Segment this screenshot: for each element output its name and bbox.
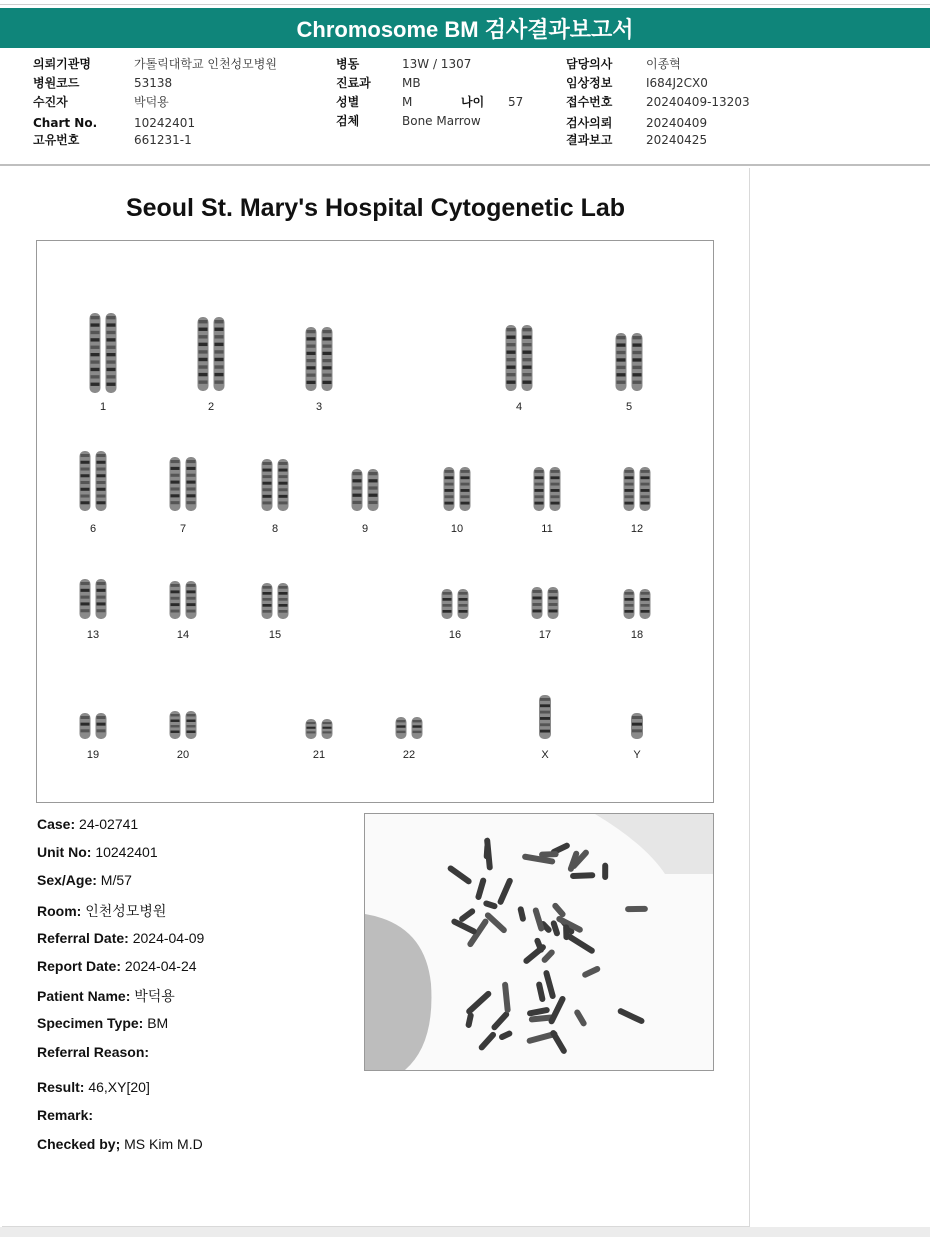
- result-date-label: 결과보고: [566, 133, 613, 147]
- chromosome-pair: [80, 579, 107, 619]
- result-date-value: 20240425: [646, 133, 708, 147]
- report-field: [37, 816, 138, 832]
- chromosome-label: 22: [402, 749, 416, 761]
- info-row: 고유번호: [33, 133, 80, 147]
- report-field-label: Referral Reason:: [37, 1044, 150, 1060]
- report-title-bar: [0, 8, 930, 48]
- report-field-label: Result:: [37, 1079, 85, 1095]
- report-field-label: Remark:: [37, 1107, 94, 1123]
- chromosome-label: 19: [86, 749, 100, 761]
- request-date-label: 검사의뢰: [566, 116, 613, 130]
- chromosome-label: 18: [630, 629, 644, 641]
- unique-id-value: 661231-1: [134, 133, 192, 147]
- report-field: [37, 1079, 150, 1095]
- report-title: Chromosome BM 검사결과보고서: [296, 16, 634, 42]
- chromosome-label: 14: [176, 629, 190, 641]
- report-field-value: 24-02741: [75, 816, 139, 832]
- report-field-value: M/57: [96, 872, 132, 888]
- receipt-no-value: 20240409-13203: [646, 95, 750, 109]
- report-field-label: Sex/Age:: [37, 872, 97, 888]
- chromosome-pair: [532, 587, 559, 619]
- request-date-value: 20240409: [646, 116, 708, 130]
- chromosome-pair: [80, 451, 107, 511]
- report-field-value: 46,XY[20]: [84, 1079, 150, 1095]
- doctor-label: 담당의사: [566, 57, 613, 71]
- chromosome-pair: [198, 317, 225, 391]
- chromosome-pair: [262, 583, 289, 619]
- chromosome-label: 13: [86, 629, 100, 641]
- chromosome-label: 7: [179, 523, 187, 535]
- report-field-label: Room:: [37, 903, 82, 919]
- specimen-label: 검체: [336, 114, 360, 128]
- chromosome-pair: [534, 467, 561, 511]
- chromosome-pair: [631, 713, 643, 739]
- chromosome-pair: [616, 333, 643, 391]
- right-blank-pane: [750, 168, 930, 1226]
- report-field-value: MS Kim M.D: [120, 1136, 203, 1152]
- chromosome-label: X: [541, 749, 549, 761]
- chromosome-pair: [262, 459, 289, 511]
- chromosome-pair: [80, 713, 107, 739]
- chromosome-label: 17: [538, 629, 552, 641]
- report-field-value: 10242401: [91, 844, 158, 860]
- report-field: [37, 930, 204, 946]
- department-value: MB: [402, 76, 421, 90]
- chromosome-pair: [624, 589, 651, 619]
- report-field: [37, 1136, 203, 1152]
- report-field-label: Referral Date:: [37, 930, 129, 946]
- report-field-label: Case:: [37, 816, 76, 832]
- report-field-label: Checked by;: [37, 1136, 121, 1152]
- chromosome-pair: [306, 719, 333, 739]
- report-field: [37, 872, 132, 888]
- patient-name-value: 박덕용: [134, 95, 169, 109]
- chromosome-label: 6: [89, 523, 97, 535]
- report-field: [37, 986, 175, 1006]
- header-separator: [0, 164, 930, 166]
- hospital-name-value: 가톨릭대학교 인천성모병원: [134, 57, 277, 71]
- hospital-code-value: 53138: [134, 76, 173, 90]
- chromosome-pair: [170, 581, 197, 619]
- chromosome-label: 11: [541, 523, 553, 535]
- chart-no-value: 10242401: [134, 116, 196, 130]
- report-field: [37, 844, 158, 860]
- chromosome-pair: [396, 717, 423, 739]
- chromosome-pair: [170, 457, 197, 511]
- report-field: [37, 1044, 149, 1060]
- chromosome-pair: [170, 711, 197, 739]
- info-row: 의뢰기관명: [33, 57, 91, 71]
- clinical-info-label: 임상정보: [566, 76, 613, 90]
- sex-value: M: [402, 95, 413, 109]
- info-row: 수진자: [33, 95, 68, 109]
- report-field-value: 2024-04-09: [128, 930, 205, 946]
- chromosome-label: 1: [99, 401, 107, 413]
- chromosome-pair: [442, 589, 469, 619]
- chromosome-pair: [624, 467, 651, 511]
- report-field-label: Patient Name:: [37, 988, 131, 1004]
- top-border: [0, 4, 930, 5]
- chromosome-label: 3: [315, 401, 323, 413]
- report-field-value: 박덕용: [130, 988, 175, 1004]
- lab-title: Seoul St. Mary's Hospital Cytogenetic Lab: [125, 194, 626, 222]
- report-page[interactable]: [2, 168, 750, 1227]
- specimen-value: Bone Marrow: [402, 114, 481, 128]
- sex-label: 성별: [336, 95, 360, 109]
- chromosome-label: 5: [625, 401, 633, 413]
- age-label: 나이: [461, 95, 485, 109]
- report-field-value: 2024-04-24: [121, 958, 197, 974]
- report-field-value: BM: [143, 1015, 169, 1031]
- bottom-band: [0, 1227, 930, 1237]
- report-field: [37, 1107, 93, 1123]
- report-field-label: Report Date:: [37, 958, 122, 974]
- report-field: [37, 901, 166, 921]
- chromosome-label: 8: [271, 523, 279, 535]
- chromosome-pair: [506, 325, 533, 391]
- chromosome-label: 4: [515, 401, 523, 413]
- chromosome-pair: [539, 695, 551, 739]
- chromosome-pair: [352, 469, 379, 511]
- chromosome-label: 16: [448, 629, 462, 641]
- ward-label: 병동: [336, 57, 360, 71]
- info-row: 병원코드: [33, 76, 80, 90]
- chromosome-label: 15: [268, 629, 282, 641]
- clinical-info-value: I684J2CX0: [646, 76, 708, 90]
- age-value: 57: [508, 95, 524, 109]
- chromosome-pair: [444, 467, 471, 511]
- report-field: [37, 958, 197, 974]
- chromosome-label: 2: [207, 401, 215, 413]
- chromosome-label: 12: [630, 523, 644, 535]
- ward-value: 13W / 1307: [402, 57, 472, 71]
- metaphase-spread: [365, 814, 713, 1070]
- doctor-value: 이종혁: [646, 57, 681, 71]
- chromosome-label: 20: [176, 749, 190, 761]
- chromosome-pair: [306, 327, 333, 391]
- report-field-label: Specimen Type:: [37, 1015, 144, 1031]
- info-row: Chart No.: [33, 116, 98, 130]
- report-field-value: 인천성모병원: [81, 903, 167, 919]
- metaphase-image: [364, 813, 714, 1071]
- receipt-no-label: 접수번호: [566, 95, 613, 109]
- karyogram-image: [36, 240, 714, 803]
- interphase-nucleus: [365, 914, 431, 1070]
- chromosome-pair: [90, 313, 117, 393]
- chromosome-label: 9: [361, 523, 369, 535]
- chromosome-label: Y: [633, 749, 641, 761]
- report-field: [37, 1015, 168, 1031]
- chromosome-label: 21: [312, 749, 326, 761]
- karyogram-chromosomes: [37, 241, 713, 802]
- department-label: 진료과: [336, 76, 371, 90]
- chromosome-label: 10: [450, 523, 464, 535]
- report-field-label: Unit No:: [37, 844, 92, 860]
